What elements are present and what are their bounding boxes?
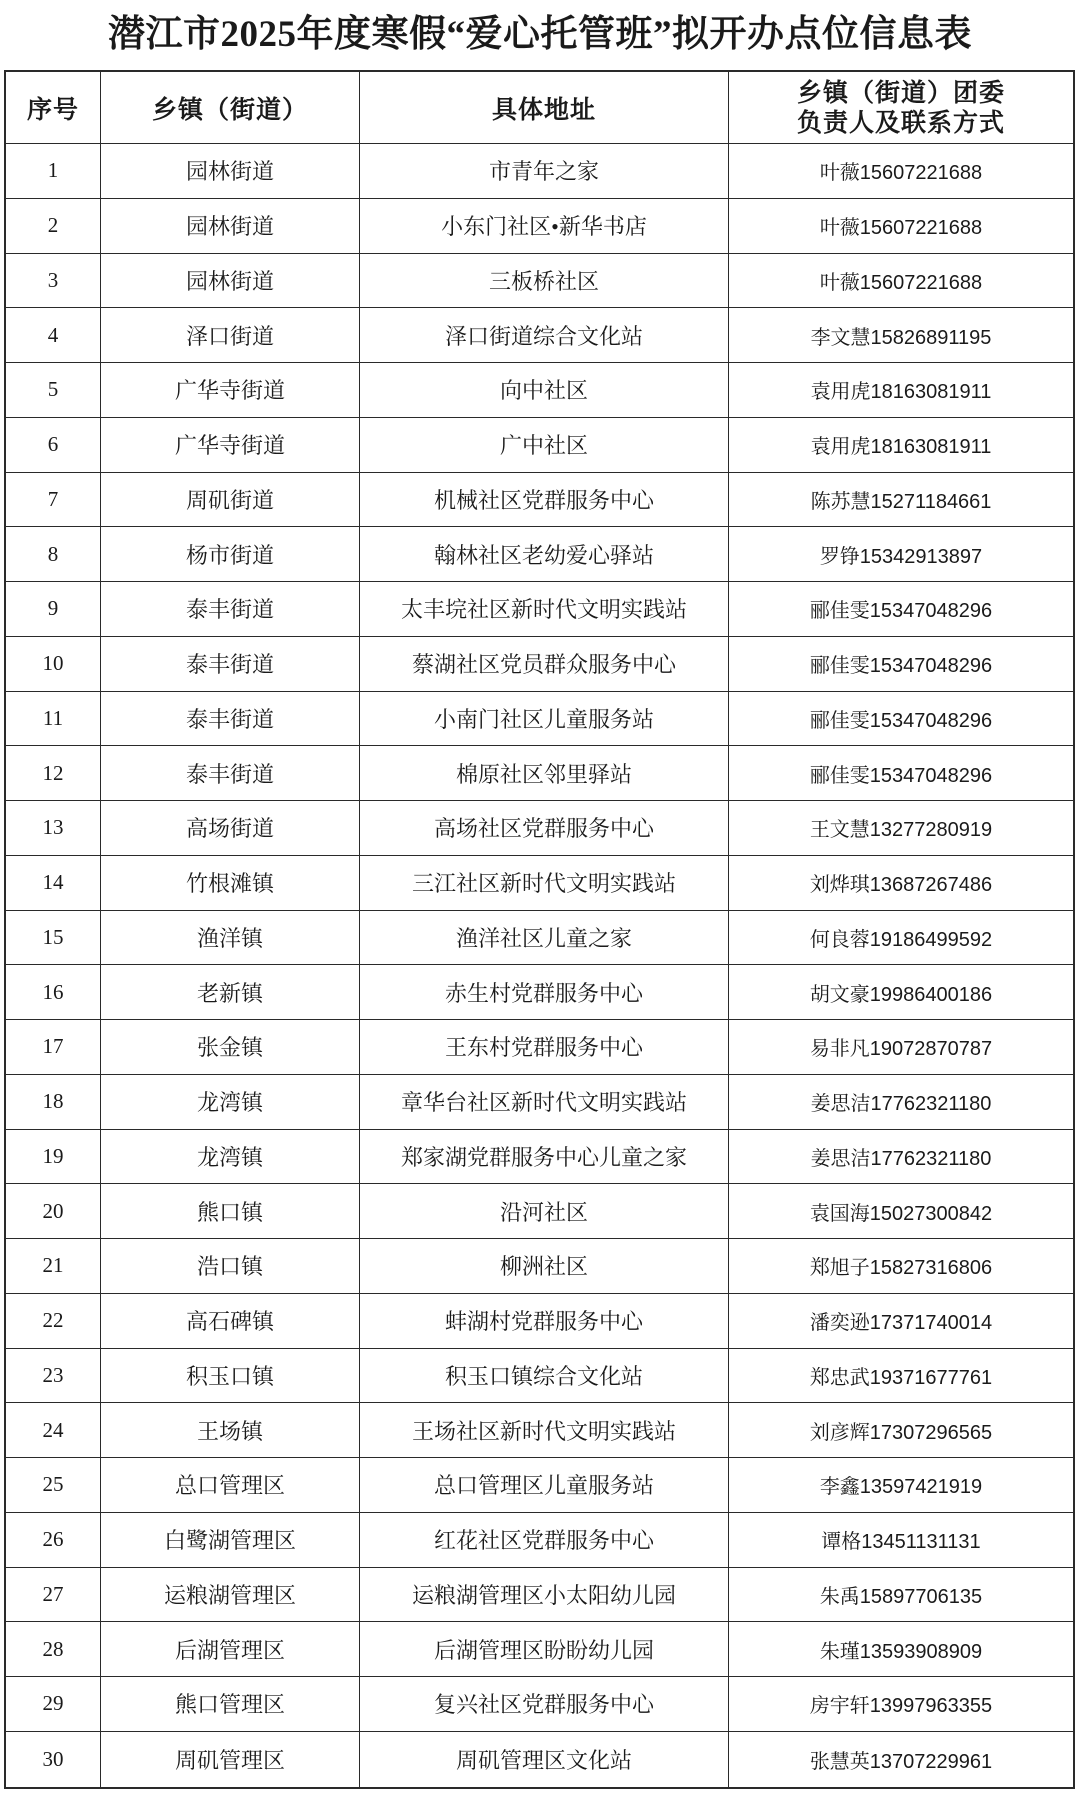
header-town: 乡镇（街道） [101, 72, 360, 143]
cell-address: 王东村党群服务中心 [360, 1020, 729, 1074]
table-row [6, 1020, 1073, 1075]
table-body [6, 144, 1073, 1787]
cell-contact: 李鑫13597421919 [819, 1476, 983, 1499]
cell-contact: 郑旭子15827316806 [809, 1257, 993, 1280]
table-row [6, 692, 1073, 747]
cell-address: 向中社区 [360, 363, 729, 417]
cell-contact: 郦佳雯15347048296 [809, 764, 993, 787]
cell-town: 泽口街道 [101, 308, 360, 362]
table-row [6, 582, 1073, 637]
cell-town: 泰丰街道 [101, 746, 360, 800]
cell-town: 园林街道 [101, 144, 360, 198]
cell-town: 杨市街道 [101, 527, 360, 581]
cell-serial-number: 1 [6, 144, 101, 198]
table-row [6, 1403, 1073, 1458]
cell-serial-number: 21 [6, 1239, 101, 1293]
table-row [6, 911, 1073, 966]
cell-serial-number: 14 [6, 856, 101, 910]
cell-contact: 易非凡19072870787 [809, 1038, 993, 1061]
cell-serial-number: 11 [6, 692, 101, 746]
table-row [6, 144, 1073, 199]
cell-town: 运粮湖管理区 [101, 1568, 360, 1622]
cell-town: 总口管理区 [101, 1458, 360, 1512]
cell-town: 周矶管理区 [101, 1732, 360, 1787]
cell-town: 竹根滩镇 [101, 856, 360, 910]
table-row [6, 1294, 1073, 1349]
cell-serial-number: 15 [6, 911, 101, 965]
cell-serial-number: 18 [6, 1075, 101, 1129]
table-row [6, 1130, 1073, 1185]
cell-address: 机械社区党群服务中心 [360, 473, 729, 527]
cell-serial-number: 6 [6, 418, 101, 472]
table-row [6, 746, 1073, 801]
cell-address: 小南门社区儿童服务站 [360, 692, 729, 746]
cell-address: 周矶管理区文化站 [360, 1732, 729, 1787]
cell-town: 周矶街道 [101, 473, 360, 527]
cell-address: 王场社区新时代文明实践站 [360, 1403, 729, 1457]
cell-serial-number: 9 [6, 582, 101, 636]
table-row [6, 1458, 1073, 1513]
header-contact [729, 72, 1073, 143]
table-row [6, 1568, 1073, 1623]
cell-serial-number: 2 [6, 199, 101, 253]
cell-address: 章华台社区新时代文明实践站 [360, 1075, 729, 1129]
cell-address: 渔洋社区儿童之家 [360, 911, 729, 965]
cell-contact: 叶薇15607221688 [819, 271, 983, 294]
cell-address: 复兴社区党群服务中心 [360, 1677, 729, 1731]
cell-contact: 叶薇15607221688 [819, 217, 983, 240]
cell-town: 王场镇 [101, 1403, 360, 1457]
cell-serial-number: 26 [6, 1513, 101, 1567]
cell-serial-number: 10 [6, 637, 101, 691]
cell-contact: 王文慧13277280919 [809, 819, 993, 842]
cell-address: 小东门社区•新华书店 [360, 199, 729, 253]
cell-town: 张金镇 [101, 1020, 360, 1074]
header-serial-number: 序号 [6, 72, 101, 143]
cell-town: 熊口管理区 [101, 1677, 360, 1731]
table-row [6, 856, 1073, 911]
cell-address: 赤生村党群服务中心 [360, 965, 729, 1019]
cell-address: 市青年之家 [360, 144, 729, 198]
cell-town: 广华寺街道 [101, 418, 360, 472]
cell-contact: 张慧英13707229961 [809, 1750, 993, 1773]
cell-serial-number: 17 [6, 1020, 101, 1074]
table-row [6, 418, 1073, 473]
cell-serial-number: 20 [6, 1184, 101, 1238]
table-row [6, 308, 1073, 363]
cell-contact: 姜思洁17762321180 [810, 1093, 992, 1116]
cell-address: 广中社区 [360, 418, 729, 472]
cell-address: 蚌湖村党群服务中心 [360, 1294, 729, 1348]
cell-serial-number: 19 [6, 1130, 101, 1184]
cell-address: 三板桥社区 [360, 254, 729, 308]
cell-contact: 郑忠武19371677761 [809, 1366, 993, 1389]
cell-address: 沿河社区 [360, 1184, 729, 1238]
table-row [6, 637, 1073, 692]
table-row [6, 1622, 1073, 1677]
cell-contact: 刘彦辉17307296565 [809, 1421, 993, 1444]
table-row [6, 1513, 1073, 1568]
cell-contact: 郦佳雯15347048296 [809, 600, 993, 623]
cell-address: 高场社区党群服务中心 [360, 801, 729, 855]
table-row [6, 1184, 1073, 1239]
cell-town: 龙湾镇 [101, 1130, 360, 1184]
cell-town: 泰丰街道 [101, 692, 360, 746]
cell-address: 太丰垸社区新时代文明实践站 [360, 582, 729, 636]
cell-address: 后湖管理区盼盼幼儿园 [360, 1622, 729, 1676]
cell-serial-number: 24 [6, 1403, 101, 1457]
table-row [6, 1732, 1073, 1787]
cell-serial-number: 16 [6, 965, 101, 1019]
cell-serial-number: 23 [6, 1349, 101, 1403]
cell-address: 郑家湖党群服务中心儿童之家 [360, 1130, 729, 1184]
cell-town: 老新镇 [101, 965, 360, 1019]
cell-serial-number: 25 [6, 1458, 101, 1512]
cell-contact: 朱禹15897706135 [819, 1585, 983, 1608]
cell-contact: 姜思洁17762321180 [810, 1147, 992, 1170]
cell-town: 广华寺街道 [101, 363, 360, 417]
cell-contact: 袁国海15027300842 [809, 1202, 993, 1225]
cell-town: 高场街道 [101, 801, 360, 855]
cell-contact: 胡文豪19986400186 [809, 983, 993, 1006]
cell-serial-number: 4 [6, 308, 101, 362]
cell-serial-number: 22 [6, 1294, 101, 1348]
cell-contact: 郦佳雯15347048296 [809, 709, 993, 732]
cell-serial-number: 28 [6, 1622, 101, 1676]
cell-serial-number: 13 [6, 801, 101, 855]
table-row [6, 1349, 1073, 1404]
cell-town: 泰丰街道 [101, 637, 360, 691]
cell-address: 棉原社区邻里驿站 [360, 746, 729, 800]
header-contact-line2: 负责人及联系方式 [796, 108, 1005, 137]
cell-address: 红花社区党群服务中心 [360, 1513, 729, 1567]
cell-contact: 叶薇15607221688 [819, 162, 983, 185]
table-row [6, 473, 1073, 528]
cell-contact: 李文慧15826891195 [810, 326, 992, 349]
table-row [6, 254, 1073, 309]
cell-address: 柳洲社区 [360, 1239, 729, 1293]
cell-town: 泰丰街道 [101, 582, 360, 636]
cell-town: 白鹭湖管理区 [101, 1513, 360, 1567]
cell-contact: 罗铮15342913897 [819, 545, 983, 568]
cell-contact: 朱瑾13593908909 [819, 1640, 983, 1663]
header-contact-line1: 乡镇（街道）团委 [796, 78, 1005, 107]
cell-town: 浩口镇 [101, 1239, 360, 1293]
table-row [6, 527, 1073, 582]
table-row [6, 1075, 1073, 1130]
cell-contact: 潘奕逊17371740014 [809, 1312, 993, 1335]
info-table [4, 70, 1075, 1789]
cell-contact: 袁用虎18163081911 [810, 381, 992, 404]
cell-town: 园林街道 [101, 254, 360, 308]
cell-contact: 何良蓉19186499592 [809, 928, 993, 951]
cell-address: 三江社区新时代文明实践站 [360, 856, 729, 910]
cell-contact: 郦佳雯15347048296 [809, 655, 993, 678]
cell-serial-number: 3 [6, 254, 101, 308]
cell-address: 泽口街道综合文化站 [360, 308, 729, 362]
cell-serial-number: 7 [6, 473, 101, 527]
cell-address: 运粮湖管理区小太阳幼儿园 [360, 1568, 729, 1622]
cell-serial-number: 8 [6, 527, 101, 581]
cell-serial-number: 12 [6, 746, 101, 800]
table-row [6, 1677, 1073, 1732]
cell-address: 总口管理区儿童服务站 [360, 1458, 729, 1512]
cell-contact: 谭格13451131131 [821, 1531, 981, 1554]
table-row [6, 199, 1073, 254]
header-address: 具体地址 [360, 72, 729, 143]
cell-serial-number: 29 [6, 1677, 101, 1731]
cell-address: 翰林社区老幼爱心驿站 [360, 527, 729, 581]
cell-contact: 房宇轩13997963355 [809, 1695, 993, 1718]
cell-town: 后湖管理区 [101, 1622, 360, 1676]
cell-town: 熊口镇 [101, 1184, 360, 1238]
cell-contact: 刘烨琪13687267486 [809, 874, 993, 897]
table-row [6, 1239, 1073, 1294]
cell-address: 积玉口镇综合文化站 [360, 1349, 729, 1403]
cell-contact: 陈苏慧15271184661 [810, 490, 992, 513]
cell-serial-number: 27 [6, 1568, 101, 1622]
cell-contact: 袁用虎18163081911 [810, 436, 992, 459]
table-header-row [6, 72, 1073, 144]
table-row [6, 363, 1073, 418]
cell-town: 积玉口镇 [101, 1349, 360, 1403]
cell-town: 园林街道 [101, 199, 360, 253]
cell-town: 渔洋镇 [101, 911, 360, 965]
cell-address: 蔡湖社区党员群众服务中心 [360, 637, 729, 691]
document-title: 潜江市2025年度寒假“爱心托管班”拟开办点位信息表 [108, 14, 972, 55]
table-row [6, 965, 1073, 1020]
table-row [6, 801, 1073, 856]
cell-town: 龙湾镇 [101, 1075, 360, 1129]
cell-town: 高石碑镇 [101, 1294, 360, 1348]
cell-serial-number: 5 [6, 363, 101, 417]
cell-serial-number: 30 [6, 1732, 101, 1787]
